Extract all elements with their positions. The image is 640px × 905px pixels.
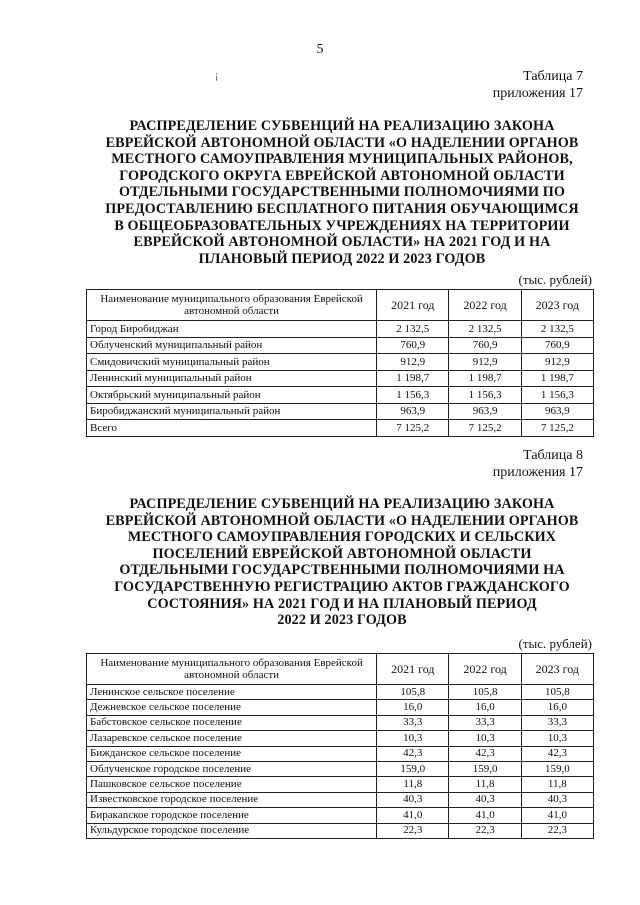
row-name: Смидовичский муниципальный район <box>87 354 377 371</box>
value-2022: 159,0 <box>449 761 521 776</box>
table8-heading-line: МЕСТНОГО САМОУПРАВЛЕНИЯ ГОРОДСКИХ И СЕЛЬСКИХ <box>127 529 557 546</box>
value-2021: 42,3 <box>377 746 449 761</box>
table7-header-2022: 2022 год <box>449 290 521 321</box>
table8-unit: (тыс. рублей) <box>518 636 592 651</box>
table-row <box>87 761 594 776</box>
table-row <box>87 354 594 371</box>
table7-heading-line: ОТДЕЛЬНЫМИ ГОСУДАРСТВЕННЫМИ ПОЛНОМОЧИЯМИ ПО <box>118 184 566 201</box>
table8-heading-line: ЕВРЕЙСКОЙ АВТОНОМНОЙ ОБЛАСТИ «О НАДЕЛЕНИИ ОРГАНОВ <box>105 512 579 529</box>
value-2022: 1 156,3 <box>449 387 521 404</box>
table-row <box>87 321 594 338</box>
value-2023: 1 156,3 <box>521 387 593 404</box>
value-2021: 33,3 <box>377 715 449 730</box>
value-2023: 760,9 <box>521 337 593 354</box>
value-2023: 2 132,5 <box>521 321 593 338</box>
value-2021: 40,3 <box>377 792 449 807</box>
value-2022: 41,0 <box>449 808 521 823</box>
value-2022: 105,8 <box>449 685 521 700</box>
value-2023: 963,9 <box>521 403 593 420</box>
row-name: Кульдурское городское поселение <box>87 823 377 838</box>
table8-heading-line: ОТДЕЛЬНЫМИ ГОСУДАРСТВЕННЫМИ ПОЛНОМОЧИЯМИ НА <box>119 562 565 579</box>
table8-heading-line: РАСПРЕДЕЛЕНИЕ СУБВЕНЦИЙ НА РЕАЛИЗАЦИЮ ЗАКОНА <box>129 496 555 512</box>
table-row <box>87 823 594 838</box>
table8-header-2023: 2023 год <box>521 654 593 685</box>
table-row <box>87 403 594 420</box>
table-row <box>87 337 594 354</box>
row-name: Город Биробиджан <box>87 321 377 338</box>
table-row <box>87 746 594 761</box>
table7-heading-line: РАСПРЕДЕЛЕНИЕ СУБВЕНЦИЙ НА РЕАЛИЗАЦИЮ ЗАКОНА <box>129 118 555 134</box>
row-name: Облученское городское поселение <box>87 761 377 776</box>
table8-header-2022: 2022 год <box>449 654 521 685</box>
table8-label <box>493 447 583 481</box>
table7-label-number: Таблица 7 <box>523 69 583 84</box>
table7-heading-line: ЕВРЕЙСКОЙ АВТОНОМНОЙ ОБЛАСТИ» НА 2021 ГОД И НА <box>133 234 551 251</box>
table7-heading-line: ГОРОДСКОГО ОКРУГА ЕВРЕЙСКОЙ АВТОНОМНОЙ ОБЛАСТИ <box>119 167 565 184</box>
value-2021: 105,8 <box>377 685 449 700</box>
value-2021: 2 132,5 <box>377 321 449 338</box>
table7-heading-line: ПЛАНОВЫЙ ПЕРИОД 2022 И 2023 ГОДОВ <box>198 250 486 267</box>
value-2023: 41,0 <box>521 808 593 823</box>
value-2021: 41,0 <box>377 808 449 823</box>
value-2022: 22,3 <box>449 823 521 838</box>
value-2022: 1 198,7 <box>449 370 521 387</box>
row-name: Ленинский муниципальный район <box>87 370 377 387</box>
table7-label <box>493 68 583 102</box>
value-2021: 159,0 <box>377 761 449 776</box>
table-row <box>87 715 594 730</box>
table-row <box>87 731 594 746</box>
table7-heading-line: В ОБЩЕОБРАЗОВАТЕЛЬНЫХ УЧРЕЖДЕНИЯХ НА ТЕРРИТОРИИ <box>114 217 570 234</box>
table7-unit: (тыс. рублей) <box>518 272 592 287</box>
row-name: Пашковское сельское поселение <box>87 777 377 792</box>
table8-header-name: Наименование муниципального образования Еврейской автономной области <box>87 654 377 685</box>
value-2022: 963,9 <box>449 403 521 420</box>
value-2021: 16,0 <box>377 700 449 715</box>
value-2022: 16,0 <box>449 700 521 715</box>
table8-heading-line: 2022 И 2023 ГОДОВ <box>277 612 407 629</box>
value-2021: 11,8 <box>377 777 449 792</box>
row-name: Биробиджанский муниципальный район <box>87 403 377 420</box>
table7-heading-line: ПРЕДОСТАВЛЕНИЮ БЕСПЛАТНОГО ПИТАНИЯ ОБУЧАЮЩИМСЯ <box>105 200 579 217</box>
value-2021: 760,9 <box>377 337 449 354</box>
value-2023: 159,0 <box>521 761 593 776</box>
value-2022: 7 125,2 <box>449 420 521 437</box>
table8-header-row <box>87 654 594 685</box>
value-2022: 912,9 <box>449 354 521 371</box>
table8-label-number: Таблица 8 <box>523 448 583 463</box>
table8-heading <box>82 496 602 629</box>
value-2023: 22,3 <box>521 823 593 838</box>
table-row <box>87 685 594 700</box>
table8 <box>86 653 594 839</box>
table-row-total <box>87 420 594 437</box>
value-2021: 22,3 <box>377 823 449 838</box>
table-row <box>87 777 594 792</box>
value-2022: 10,3 <box>449 731 521 746</box>
table7-heading-line: ЕВРЕЙСКОЙ АВТОНОМНОЙ ОБЛАСТИ «О НАДЕЛЕНИИ ОРГАНОВ <box>105 134 579 151</box>
value-2022: 11,8 <box>449 777 521 792</box>
value-2021: 7 125,2 <box>377 420 449 437</box>
value-2021: 1 198,7 <box>377 370 449 387</box>
value-2023: 11,8 <box>521 777 593 792</box>
table7-header-row <box>87 290 594 321</box>
row-name: Биракanское городское поселение <box>87 808 377 823</box>
scan-mark: ¡ <box>215 70 219 81</box>
value-2021: 912,9 <box>377 354 449 371</box>
value-2023: 1 198,7 <box>521 370 593 387</box>
row-name: Облученский муниципальный район <box>87 337 377 354</box>
table-row <box>87 808 594 823</box>
value-2022: 40,3 <box>449 792 521 807</box>
table7-header-name: Наименование муниципального образования Еврейской автономной области <box>87 290 377 321</box>
table7 <box>86 289 594 437</box>
value-2022: 760,9 <box>449 337 521 354</box>
row-name: Октябрьский муниципальный район <box>87 387 377 404</box>
value-2023: 33,3 <box>521 715 593 730</box>
value-2022: 33,3 <box>449 715 521 730</box>
row-name: Всего <box>87 420 377 437</box>
value-2023: 912,9 <box>521 354 593 371</box>
value-2023: 40,3 <box>521 792 593 807</box>
value-2023: 16,0 <box>521 700 593 715</box>
value-2021: 10,3 <box>377 731 449 746</box>
table7-header-2021: 2021 год <box>377 290 449 321</box>
table7-header-2023: 2023 год <box>521 290 593 321</box>
table8-header-2021: 2021 год <box>377 654 449 685</box>
value-2021: 1 156,3 <box>377 387 449 404</box>
row-name: Лазаревское сельское поселение <box>87 731 377 746</box>
value-2022: 42,3 <box>449 746 521 761</box>
table7-heading <box>82 118 602 267</box>
row-name: Известковское городское поселение <box>87 792 377 807</box>
table7-heading-line: МЕСТНОГО САМОУПРАВЛЕНИЯ МУНИЦИПАЛЬНЫХ РАЙОНОВ, <box>111 151 573 168</box>
row-name: Дежневское сельское поселение <box>87 700 377 715</box>
table8-heading-line: ГОСУДАРСТВЕННУЮ РЕГИСТРАЦИЮ АКТОВ ГРАЖДАНСКОГО <box>114 578 570 595</box>
row-name: Бабстовское сельское поселение <box>87 715 377 730</box>
table-row <box>87 700 594 715</box>
row-name: Бижданское сельское поселение <box>87 746 377 761</box>
row-name: Ленинское сельское поселение <box>87 685 377 700</box>
value-2023: 10,3 <box>521 731 593 746</box>
table8-label-appendix: приложения 17 <box>492 465 583 480</box>
table-row <box>87 387 594 404</box>
table8-heading-line: ПОСЕЛЕНИЙ ЕВРЕЙСКОЙ АВТОНОМНОЙ ОБЛАСТИ <box>152 545 532 562</box>
table-row <box>87 370 594 387</box>
page-number: 5 <box>316 42 324 57</box>
table-row <box>87 792 594 807</box>
value-2023: 105,8 <box>521 685 593 700</box>
table8-heading-line: СОСТОЯНИЯ» НА 2021 ГОД И НА ПЛАНОВЫЙ ПЕРИОД <box>147 595 537 612</box>
value-2021: 963,9 <box>377 403 449 420</box>
value-2023: 7 125,2 <box>521 420 593 437</box>
value-2023: 42,3 <box>521 746 593 761</box>
value-2022: 2 132,5 <box>449 321 521 338</box>
table7-label-appendix: приложения 17 <box>492 86 583 101</box>
